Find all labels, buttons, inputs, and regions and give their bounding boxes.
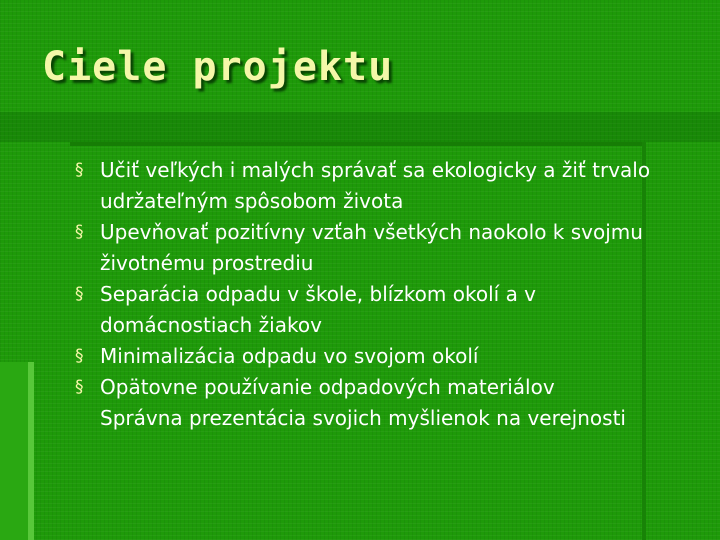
list-item <box>75 279 690 341</box>
list-item-text: Opätovne používanie odpadových materiálov <box>100 375 555 399</box>
list-item <box>75 155 690 217</box>
list-item <box>75 372 690 403</box>
list-item-text: Separácia odpadu v škole, blízkom okolí a v domácnostiach žiakov <box>100 282 537 337</box>
decorative-band <box>0 112 720 142</box>
list-item <box>75 341 690 372</box>
decorative-line-left <box>28 362 34 540</box>
decorative-block-left <box>0 362 28 540</box>
bullet-icon: § <box>75 160 84 180</box>
list-item <box>75 217 690 279</box>
bullet-icon: § <box>75 346 84 366</box>
list-item-text: Správna prezentácia svojich myšlienok na verejnosti <box>100 406 626 430</box>
list-item <box>75 403 690 434</box>
list-item-text: Minimalizácia odpadu vo svojom okolí <box>100 344 479 368</box>
list-item-text: Učiť veľkých i malých správať sa ekologicky a žiť trvalo udržateľným spôsobom života <box>100 158 651 213</box>
bullet-icon: § <box>75 377 84 397</box>
bullet-list <box>75 155 690 434</box>
list-item-text: Upevňovať pozitívny vzťah všetkých naokolo k svojmu životnému prostrediu <box>100 220 643 275</box>
slide-title: Ciele projektu <box>42 44 394 90</box>
decorative-line-top <box>70 142 642 146</box>
bullet-icon: § <box>75 284 84 304</box>
bullet-icon: § <box>75 222 84 242</box>
